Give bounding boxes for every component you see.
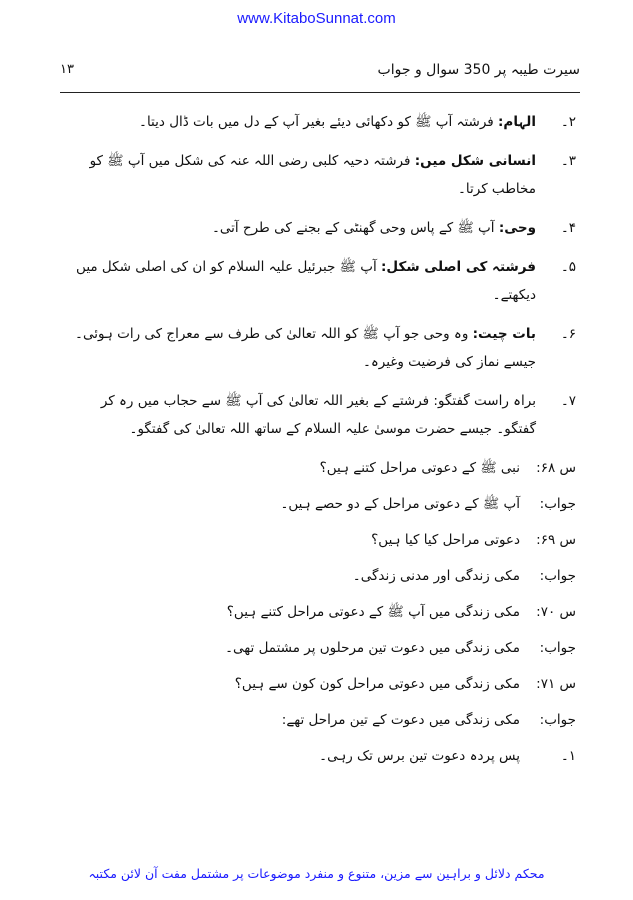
qa-label: جواب:	[539, 712, 576, 728]
qa-label: جواب:	[539, 568, 576, 584]
footer-tagline: محکم دلائل و براہین سے مزین، متنوع و منفرد موضوعات پر مشتمل مفت آن لائن مکتبہ	[88, 866, 545, 881]
question	[62, 454, 576, 482]
qa-label: س ۶۸:	[536, 460, 576, 476]
qa-text: آپ ﷺ کے دعوتی مراحل کے دو حصے ہیں۔	[280, 496, 520, 512]
question	[62, 598, 576, 626]
item-text: فرشتہ آپ ﷺ کو دکھائی دیئے بغیر آپ کے دل میں بات ڈال دیتا۔	[139, 114, 499, 130]
qa-text: مکی زندگی میں دعوت تین مرحلوں پر مشتمل تھی۔	[225, 640, 520, 656]
qa-label: س ۷۰:	[536, 604, 576, 620]
item-text: وہ وحی جو آپ ﷺ کو اللہ تعالیٰ کی طرف سے معراج کی رات ہوئی۔ جیسے نماز کی فرضیت وغیرہ۔	[75, 326, 536, 370]
qa-text: نبی ﷺ کے دعوتی مراحل کتنے ہیں؟	[319, 460, 520, 476]
answer	[62, 706, 576, 734]
question	[62, 526, 576, 554]
question	[62, 670, 576, 698]
qa-text: مکی زندگی میں دعوت کے تین مراحل تھے:	[281, 712, 520, 728]
list-item	[62, 147, 576, 203]
sub-item-number: ۱۔	[560, 748, 576, 764]
site-url[interactable]: www.KitaboSunnat.com	[237, 10, 396, 27]
answer	[62, 634, 576, 662]
item-number: ۵۔	[560, 259, 576, 275]
sub-item-text: پس پردہ دعوت تین برس تک رہی۔	[319, 748, 520, 764]
qa-text: دعوتی مراحل کیا کیا ہیں؟	[371, 532, 520, 548]
item-number: ۷۔	[560, 393, 576, 409]
qa-text: مکی زندگی میں دعوتی مراحل کون کون سے ہیں؟	[234, 676, 520, 692]
qa-label: س ۷۱:	[536, 676, 576, 692]
item-number: ۳۔	[560, 153, 576, 169]
header-rule	[60, 92, 580, 93]
item-text: براہ راست گفتگو: فرشتے کے بغیر اللہ تعالیٰ کی آپ ﷺ سے حجاب میں رہ کر گفتگو۔ جیسے حضرت موسیٰ علیہ السلام کے ساتھ اللہ تعالیٰ کی گفتگو۔	[100, 393, 536, 437]
list-item	[62, 387, 576, 443]
qa-label: س ۶۹:	[536, 532, 576, 548]
item-text: آپ ﷺ کے پاس وحی گھنٹی کے بجنے کی طرح آتی۔	[211, 220, 499, 236]
item-number: ۶۔	[560, 326, 576, 342]
item-text: آپ ﷺ جبرئیل علیہ السلام کو ان کی اصلی شکل میں دیکھتے۔	[76, 259, 536, 303]
item-text: فرشتہ دحیہ کلبی رضی اللہ عنہ کی شکل میں آپ ﷺ کو مخاطب کرتا۔	[89, 153, 536, 197]
page-header	[60, 62, 580, 88]
item-number: ۲۔	[560, 114, 576, 130]
answer	[62, 490, 576, 518]
item-number: ۴۔	[560, 220, 576, 236]
qa-text: مکی زندگی اور مدنی زندگی۔	[352, 568, 520, 584]
item-term: فرشتہ کی اصلی شکل:	[381, 259, 536, 275]
qa-text: مکی زندگی میں آپ ﷺ کے دعوتی مراحل کتنے ہیں؟	[226, 604, 520, 620]
sub-list-item	[62, 742, 576, 770]
qa-label: جواب:	[539, 640, 576, 656]
item-term: وحی:	[498, 220, 536, 236]
list-item	[62, 108, 576, 136]
answer	[62, 562, 576, 590]
list-item	[62, 320, 576, 376]
page-number: ۱۳	[60, 62, 74, 77]
qa-label: جواب:	[539, 496, 576, 512]
list-item	[62, 214, 576, 242]
book-title: سیرت طیبہ پر 350 سوال و جواب	[377, 62, 580, 78]
item-term: انسانی شکل میں:	[414, 153, 536, 169]
item-term: الہام:	[498, 114, 536, 130]
page-body	[62, 108, 576, 770]
list-item	[62, 253, 576, 309]
item-term: بات چیت:	[472, 326, 536, 342]
